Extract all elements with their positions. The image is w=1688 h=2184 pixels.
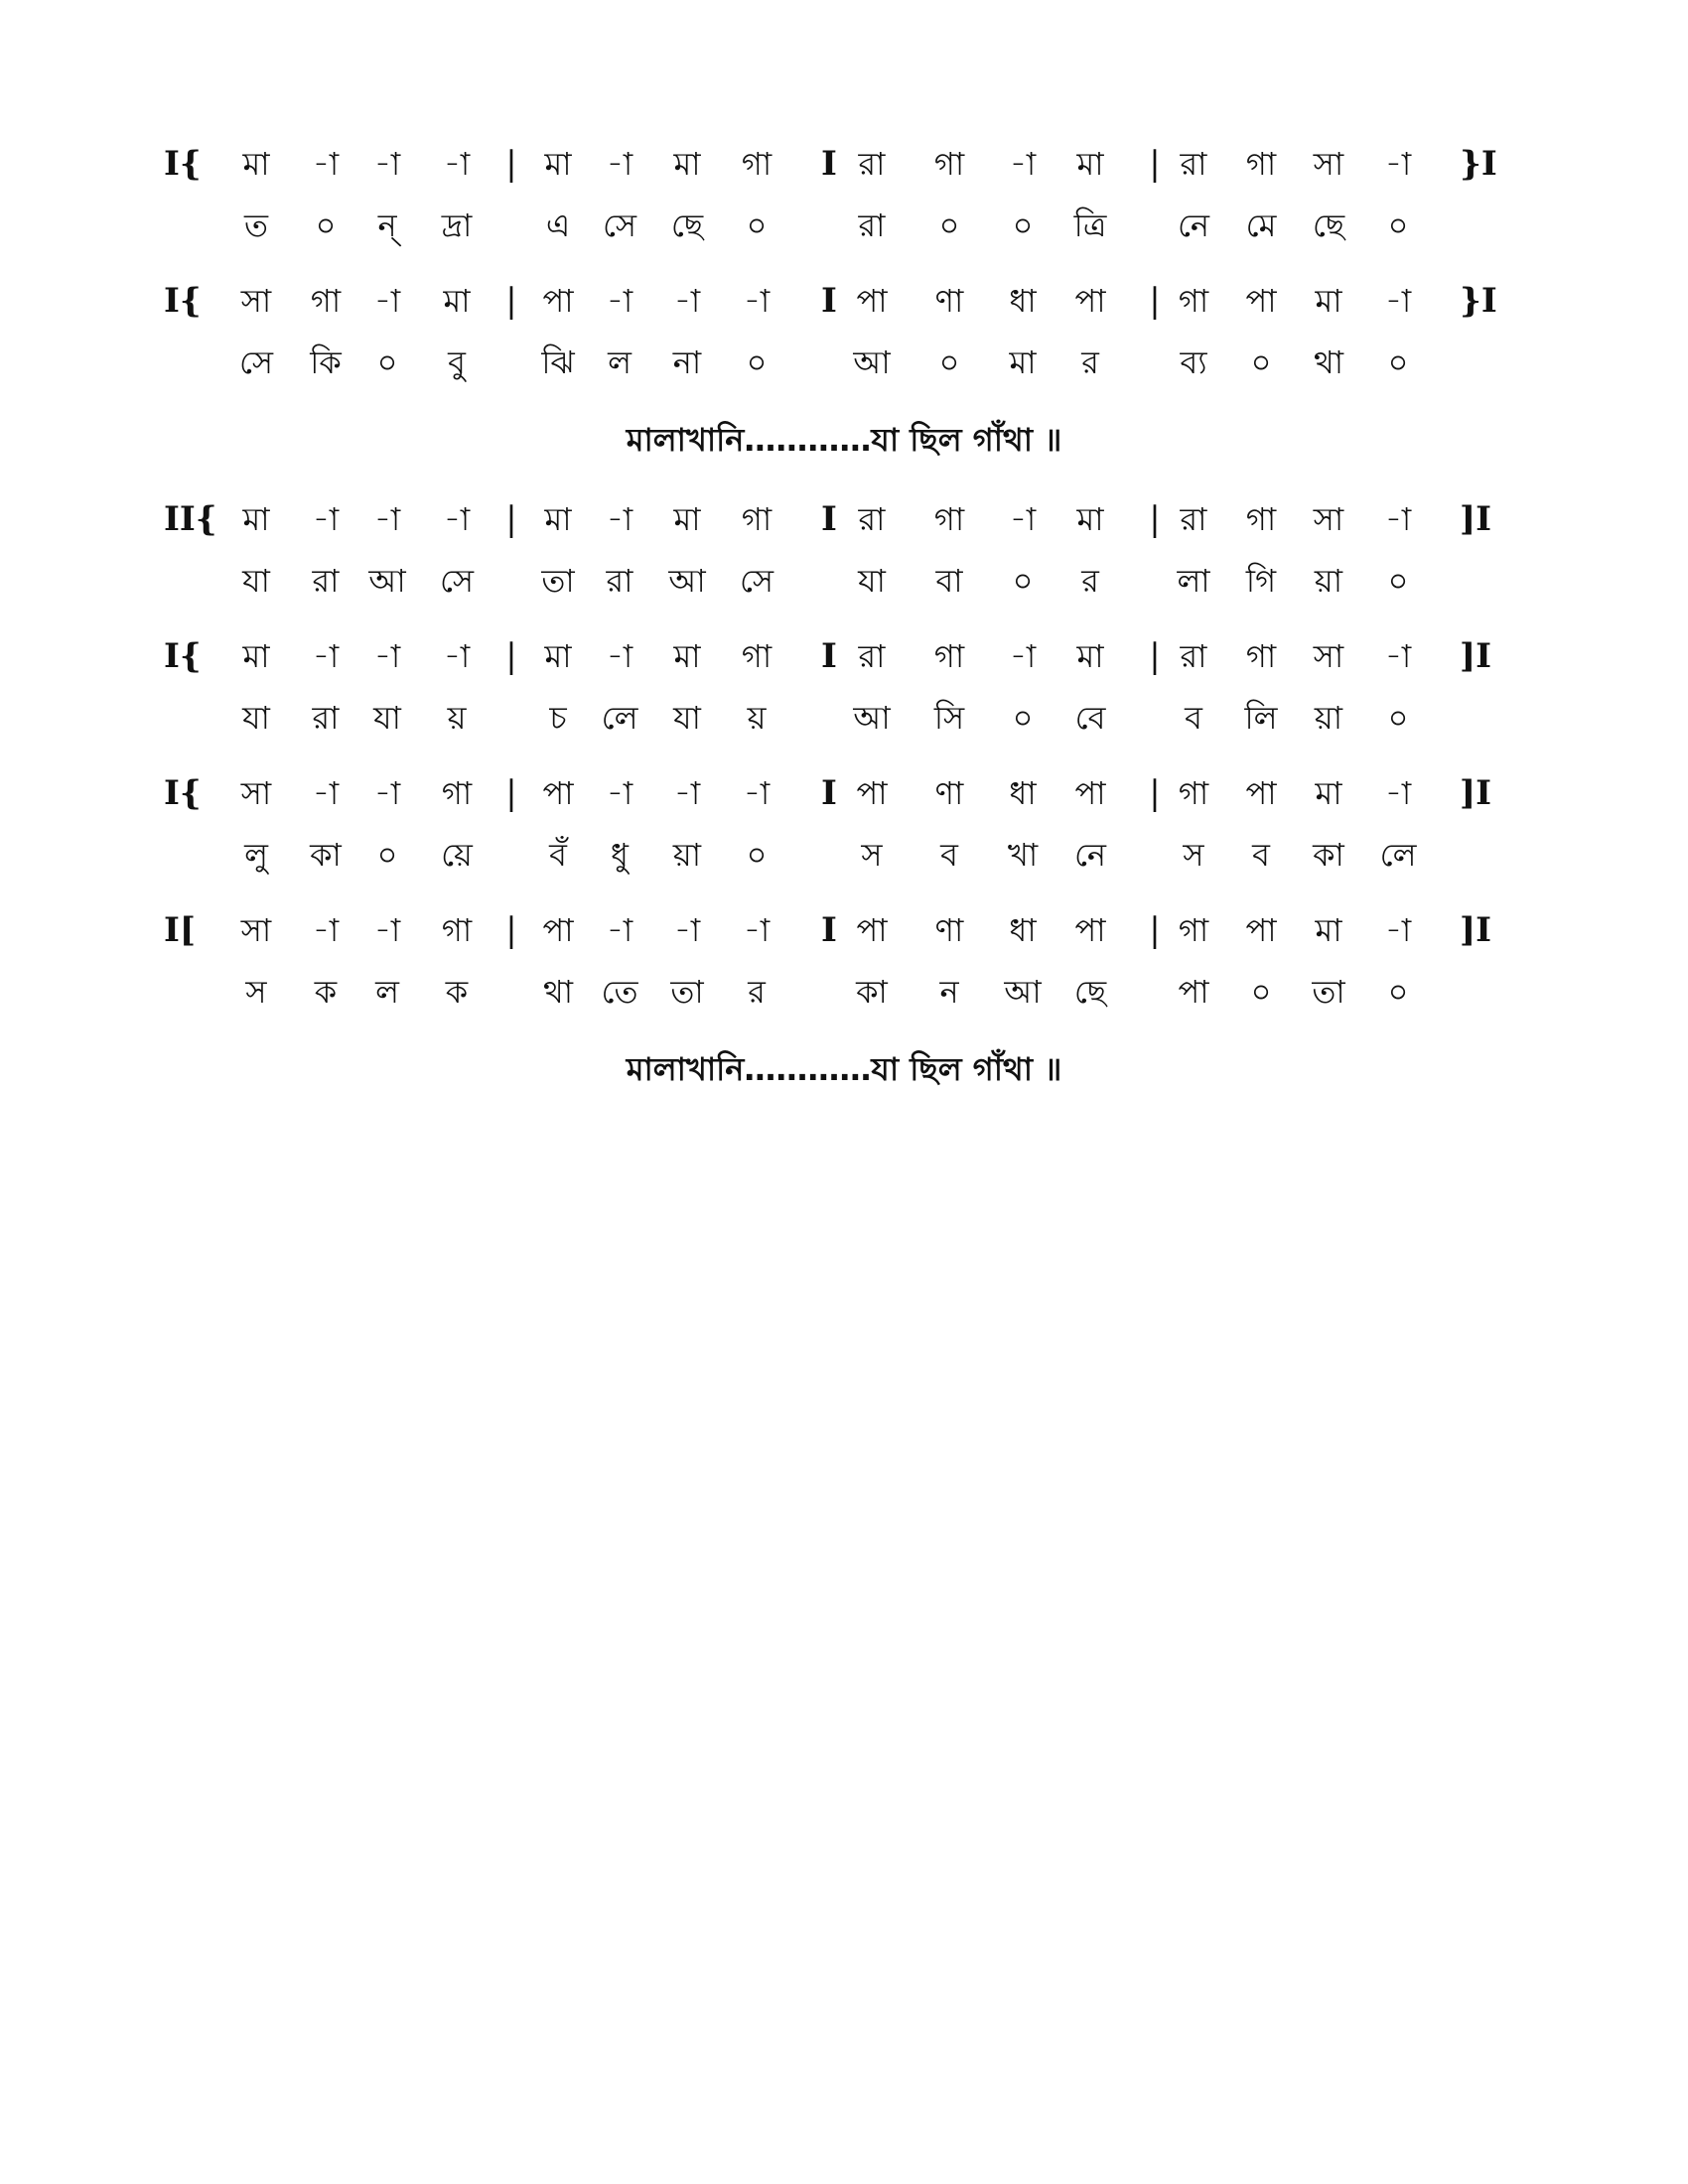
bar-separator: I	[821, 499, 837, 539]
lyric-cell: য়া	[1314, 562, 1343, 600]
lyric-cell: য়া	[1314, 699, 1343, 737]
lyric-cell: ০	[1250, 973, 1272, 1011]
lyric-cell: মে	[1245, 206, 1277, 244]
lyric-cell: ছে	[1312, 206, 1345, 244]
bar-separator: |	[505, 144, 517, 184]
note-cell: -া	[743, 774, 771, 812]
lyric-cell: সে	[439, 562, 475, 600]
note-cell: মা	[1076, 145, 1104, 183]
note-cell: -া	[443, 145, 471, 183]
lyrics-row	[0, 201, 1688, 250]
lyric-cell: ০	[938, 343, 960, 381]
lyric-cell: তা	[670, 973, 704, 1011]
lyric-cell: ছে	[670, 206, 704, 244]
note-cell: গা	[741, 145, 773, 183]
note-cell: -া	[443, 637, 471, 675]
lyric-cell: য়ে	[441, 836, 473, 874]
opening-bracket: I{	[164, 773, 202, 813]
lyric-cell: যা	[673, 699, 701, 737]
lyric-cell: ০	[1012, 206, 1034, 244]
lyric-cell: গি	[1245, 562, 1277, 600]
lyric-cell: মা	[1009, 343, 1037, 381]
note-cell: -া	[373, 500, 401, 538]
lyrics-row	[0, 967, 1688, 1017]
note-cell: -া	[312, 911, 340, 949]
note-cell: মা	[1315, 911, 1342, 949]
lyric-cell: ০	[1387, 206, 1409, 244]
lyric-cell: ব	[1252, 836, 1270, 874]
note-cell: রা	[858, 637, 886, 675]
lyric-cell: আ	[668, 562, 706, 600]
lyric-cell: পা	[1178, 973, 1209, 1011]
note-cell: -া	[606, 774, 633, 812]
lyric-cell: তা	[541, 562, 575, 600]
lyrics-row	[0, 338, 1688, 387]
lyric-cell: ০	[938, 206, 960, 244]
note-cell: গা	[1178, 774, 1209, 812]
refrain-line: মালাখানি…………যা ছিল গাঁথা ॥	[626, 1050, 1062, 1088]
lyric-cell: থা	[542, 973, 574, 1011]
lyric-cell: লা	[1177, 562, 1210, 600]
lyric-cell: যা	[242, 562, 270, 600]
note-cell: -া	[606, 145, 633, 183]
lyric-cell: স	[861, 836, 883, 874]
bar-separator: |	[1149, 499, 1161, 539]
note-cell: -া	[673, 911, 701, 949]
lyric-cell: তা	[1312, 973, 1345, 1011]
lyric-cell: রা	[312, 699, 340, 737]
note-cell: -া	[743, 911, 771, 949]
note-cell: গা	[741, 637, 773, 675]
note-cell: মা	[242, 500, 270, 538]
lyric-cell: আ	[368, 562, 406, 600]
note-cell: মা	[673, 500, 701, 538]
lyric-cell: নে	[1073, 836, 1107, 874]
lyric-cell: ০	[1387, 562, 1409, 600]
lyric-cell: ০	[1387, 699, 1409, 737]
note-cell: সা	[1313, 637, 1344, 675]
lyrics-row	[0, 693, 1688, 743]
note-cell: -া	[312, 637, 340, 675]
notes-row	[0, 905, 1688, 955]
note-cell: -া	[606, 911, 633, 949]
note-cell: -া	[1384, 145, 1412, 183]
lyric-cell: ০	[746, 206, 768, 244]
lyric-cell: না	[672, 343, 702, 381]
opening-bracket: I[	[164, 910, 196, 950]
note-cell: -া	[312, 500, 340, 538]
note-cell: গা	[441, 774, 473, 812]
lyric-cell: ০	[1387, 973, 1409, 1011]
lyric-cell: ০	[1250, 343, 1272, 381]
closing-bracket: ]I	[1460, 773, 1491, 813]
note-cell: মা	[1315, 774, 1342, 812]
notes-row	[0, 631, 1688, 681]
note-cell: মা	[544, 500, 572, 538]
bar-separator: |	[505, 499, 517, 539]
lyrics-row	[0, 556, 1688, 606]
note-cell: মা	[544, 145, 572, 183]
note-cell: পা	[1245, 911, 1277, 949]
note-cell: পা	[542, 911, 574, 949]
bar-separator: |	[505, 636, 517, 676]
note-cell: গা	[741, 500, 773, 538]
note-cell: ধা	[1009, 774, 1037, 812]
bar-separator: |	[1149, 773, 1161, 813]
lyric-cell: বঁ	[549, 836, 567, 874]
closing-bracket: }I	[1460, 281, 1497, 321]
lyric-cell: যা	[242, 699, 270, 737]
lyric-cell: ০	[746, 343, 768, 381]
lyric-cell: থা	[1313, 343, 1344, 381]
bar-separator: |	[1149, 636, 1161, 676]
note-cell: ণা	[934, 282, 964, 320]
note-cell: রা	[858, 500, 886, 538]
lyric-cell: সে	[238, 343, 274, 381]
note-cell: পা	[856, 911, 888, 949]
lyric-cell: বু	[448, 343, 466, 381]
note-cell: গা	[1178, 282, 1209, 320]
note-cell: মা	[1076, 500, 1104, 538]
note-cell: -া	[443, 500, 471, 538]
lyric-cell: রা	[312, 562, 340, 600]
note-cell: মা	[1076, 637, 1104, 675]
note-cell: পা	[1245, 282, 1277, 320]
note-cell: রা	[858, 145, 886, 183]
lyric-cell: ল	[375, 973, 399, 1011]
note-cell: গা	[1245, 500, 1277, 538]
lyrics-row	[0, 830, 1688, 880]
bar-separator: |	[1149, 910, 1161, 950]
lyric-cell: ০	[376, 343, 398, 381]
bar-separator: I	[821, 636, 837, 676]
bar-separator: I	[821, 281, 837, 321]
bar-separator: |	[1149, 281, 1161, 321]
note-cell: -া	[1009, 145, 1037, 183]
lyric-cell: যা	[373, 699, 401, 737]
note-cell: সা	[1313, 500, 1344, 538]
note-cell: মা	[242, 637, 270, 675]
lyric-cell: এ	[545, 206, 571, 244]
lyric-cell: কা	[856, 973, 888, 1011]
note-cell: -া	[1009, 500, 1037, 538]
note-cell: সা	[240, 911, 272, 949]
lyric-cell: ত	[243, 206, 269, 244]
lyric-cell: ত্রি	[1073, 206, 1107, 244]
bar-separator: |	[505, 281, 517, 321]
bar-separator: I	[821, 910, 837, 950]
note-cell: পা	[542, 774, 574, 812]
lyric-cell: য়া	[672, 836, 702, 874]
bar-separator: |	[505, 910, 517, 950]
note-cell: -া	[373, 145, 401, 183]
note-cell: গা	[933, 637, 965, 675]
lyric-cell: খা	[1007, 836, 1039, 874]
note-cell: -া	[1384, 774, 1412, 812]
note-cell: রা	[1180, 637, 1207, 675]
note-cell: -া	[606, 500, 633, 538]
note-cell: -া	[373, 911, 401, 949]
note-cell: গা	[1245, 637, 1277, 675]
lyric-cell: যা	[858, 562, 886, 600]
note-cell: -া	[673, 774, 701, 812]
opening-bracket: I{	[164, 144, 202, 184]
lyric-cell: বে	[1074, 699, 1106, 737]
note-cell: গা	[933, 500, 965, 538]
note-cell: গা	[1178, 911, 1209, 949]
closing-bracket: ]I	[1460, 910, 1491, 950]
lyric-cell: ব্য	[1180, 343, 1207, 381]
lyric-cell: তে	[601, 973, 638, 1011]
lyric-cell: কা	[1313, 836, 1344, 874]
lyric-cell: ০	[315, 206, 337, 244]
bar-separator: |	[505, 773, 517, 813]
note-cell: -া	[1384, 500, 1412, 538]
lyric-cell: স	[245, 973, 267, 1011]
lyric-cell: দ্রা	[441, 206, 473, 244]
lyric-cell: আ	[1004, 973, 1042, 1011]
note-cell: মা	[242, 145, 270, 183]
note-cell: মা	[544, 637, 572, 675]
opening-bracket: I{	[164, 636, 202, 676]
note-cell: -া	[606, 637, 633, 675]
lyric-cell: ০	[1012, 699, 1034, 737]
lyric-cell: ০	[1012, 562, 1034, 600]
lyric-cell: ০	[376, 836, 398, 874]
lyric-cell: য়	[447, 699, 467, 737]
lyric-cell: লে	[601, 699, 638, 737]
lyric-cell: র	[1081, 343, 1099, 381]
note-cell: মা	[1315, 282, 1342, 320]
note-cell: -া	[673, 282, 701, 320]
note-cell: পা	[856, 774, 888, 812]
note-cell: ধা	[1009, 282, 1037, 320]
note-cell: পা	[1245, 774, 1277, 812]
lyric-cell: ন	[939, 973, 959, 1011]
closing-bracket: ]I	[1460, 499, 1491, 539]
lyric-cell: ল	[608, 343, 632, 381]
note-cell: সা	[240, 282, 272, 320]
lyric-cell: আ	[853, 699, 891, 737]
bar-separator: I	[821, 773, 837, 813]
lyric-cell: চ	[549, 699, 567, 737]
lyric-cell: ঝি	[541, 343, 575, 381]
notes-row	[0, 139, 1688, 189]
note-cell: সা	[240, 774, 272, 812]
note-cell: পা	[542, 282, 574, 320]
note-cell: -া	[1384, 282, 1412, 320]
bar-separator: I	[821, 144, 837, 184]
lyric-cell: ক	[445, 973, 469, 1011]
lyric-cell: লে	[1379, 836, 1417, 874]
note-cell: -া	[312, 774, 340, 812]
lyric-cell: সে	[739, 562, 774, 600]
lyric-cell: র	[748, 973, 766, 1011]
lyric-cell: রা	[858, 206, 886, 244]
note-cell: ণা	[934, 911, 964, 949]
lyric-cell: য়	[747, 699, 767, 737]
refrain-line: মালাখানি…………যা ছিল গাঁথা ॥	[626, 421, 1062, 459]
lyric-cell: স	[1183, 836, 1204, 874]
note-cell: -া	[1384, 637, 1412, 675]
note-cell: -া	[1384, 911, 1412, 949]
lyric-cell: ন্	[377, 206, 397, 244]
note-cell: -া	[312, 145, 340, 183]
note-cell: মা	[673, 145, 701, 183]
note-cell: ণা	[934, 774, 964, 812]
note-cell: পা	[856, 282, 888, 320]
lyric-cell: লু	[244, 836, 268, 874]
note-cell: গা	[933, 145, 965, 183]
lyric-cell: ক	[314, 973, 338, 1011]
note-cell: -া	[373, 774, 401, 812]
opening-bracket: I{	[164, 281, 202, 321]
notes-row	[0, 494, 1688, 544]
lyric-cell: বা	[935, 562, 963, 600]
lyric-cell: ব	[1185, 699, 1202, 737]
note-cell: -া	[606, 282, 633, 320]
lyric-cell: ধু	[611, 836, 629, 874]
note-cell: -া	[1009, 637, 1037, 675]
opening-bracket: II{	[164, 499, 217, 539]
note-cell: -া	[743, 282, 771, 320]
closing-bracket: }I	[1460, 144, 1497, 184]
lyric-cell: নে	[1177, 206, 1210, 244]
notes-row	[0, 768, 1688, 818]
closing-bracket: ]I	[1460, 636, 1491, 676]
lyric-cell: ছে	[1073, 973, 1107, 1011]
note-cell: পা	[1074, 282, 1106, 320]
note-cell: পা	[1074, 911, 1106, 949]
note-cell: রা	[1180, 145, 1207, 183]
lyric-cell: সি	[933, 699, 965, 737]
note-cell: -া	[373, 282, 401, 320]
lyric-cell: সে	[602, 206, 637, 244]
lyric-cell: ০	[1387, 343, 1409, 381]
note-cell: গা	[1245, 145, 1277, 183]
note-cell: রা	[1180, 500, 1207, 538]
lyric-cell: কা	[310, 836, 342, 874]
note-cell: ধা	[1009, 911, 1037, 949]
lyric-cell: কি	[310, 343, 342, 381]
lyric-cell: র	[1081, 562, 1099, 600]
lyric-cell: আ	[853, 343, 891, 381]
lyric-cell: রা	[606, 562, 633, 600]
lyric-cell: ব	[940, 836, 958, 874]
lyric-cell: ০	[746, 836, 768, 874]
note-cell: মা	[443, 282, 471, 320]
note-cell: সা	[1313, 145, 1344, 183]
note-cell: মা	[673, 637, 701, 675]
notes-row	[0, 276, 1688, 326]
bar-separator: |	[1149, 144, 1161, 184]
note-cell: গা	[441, 911, 473, 949]
note-cell: -া	[373, 637, 401, 675]
note-cell: পা	[1074, 774, 1106, 812]
lyric-cell: লি	[1244, 699, 1278, 737]
note-cell: গা	[310, 282, 342, 320]
